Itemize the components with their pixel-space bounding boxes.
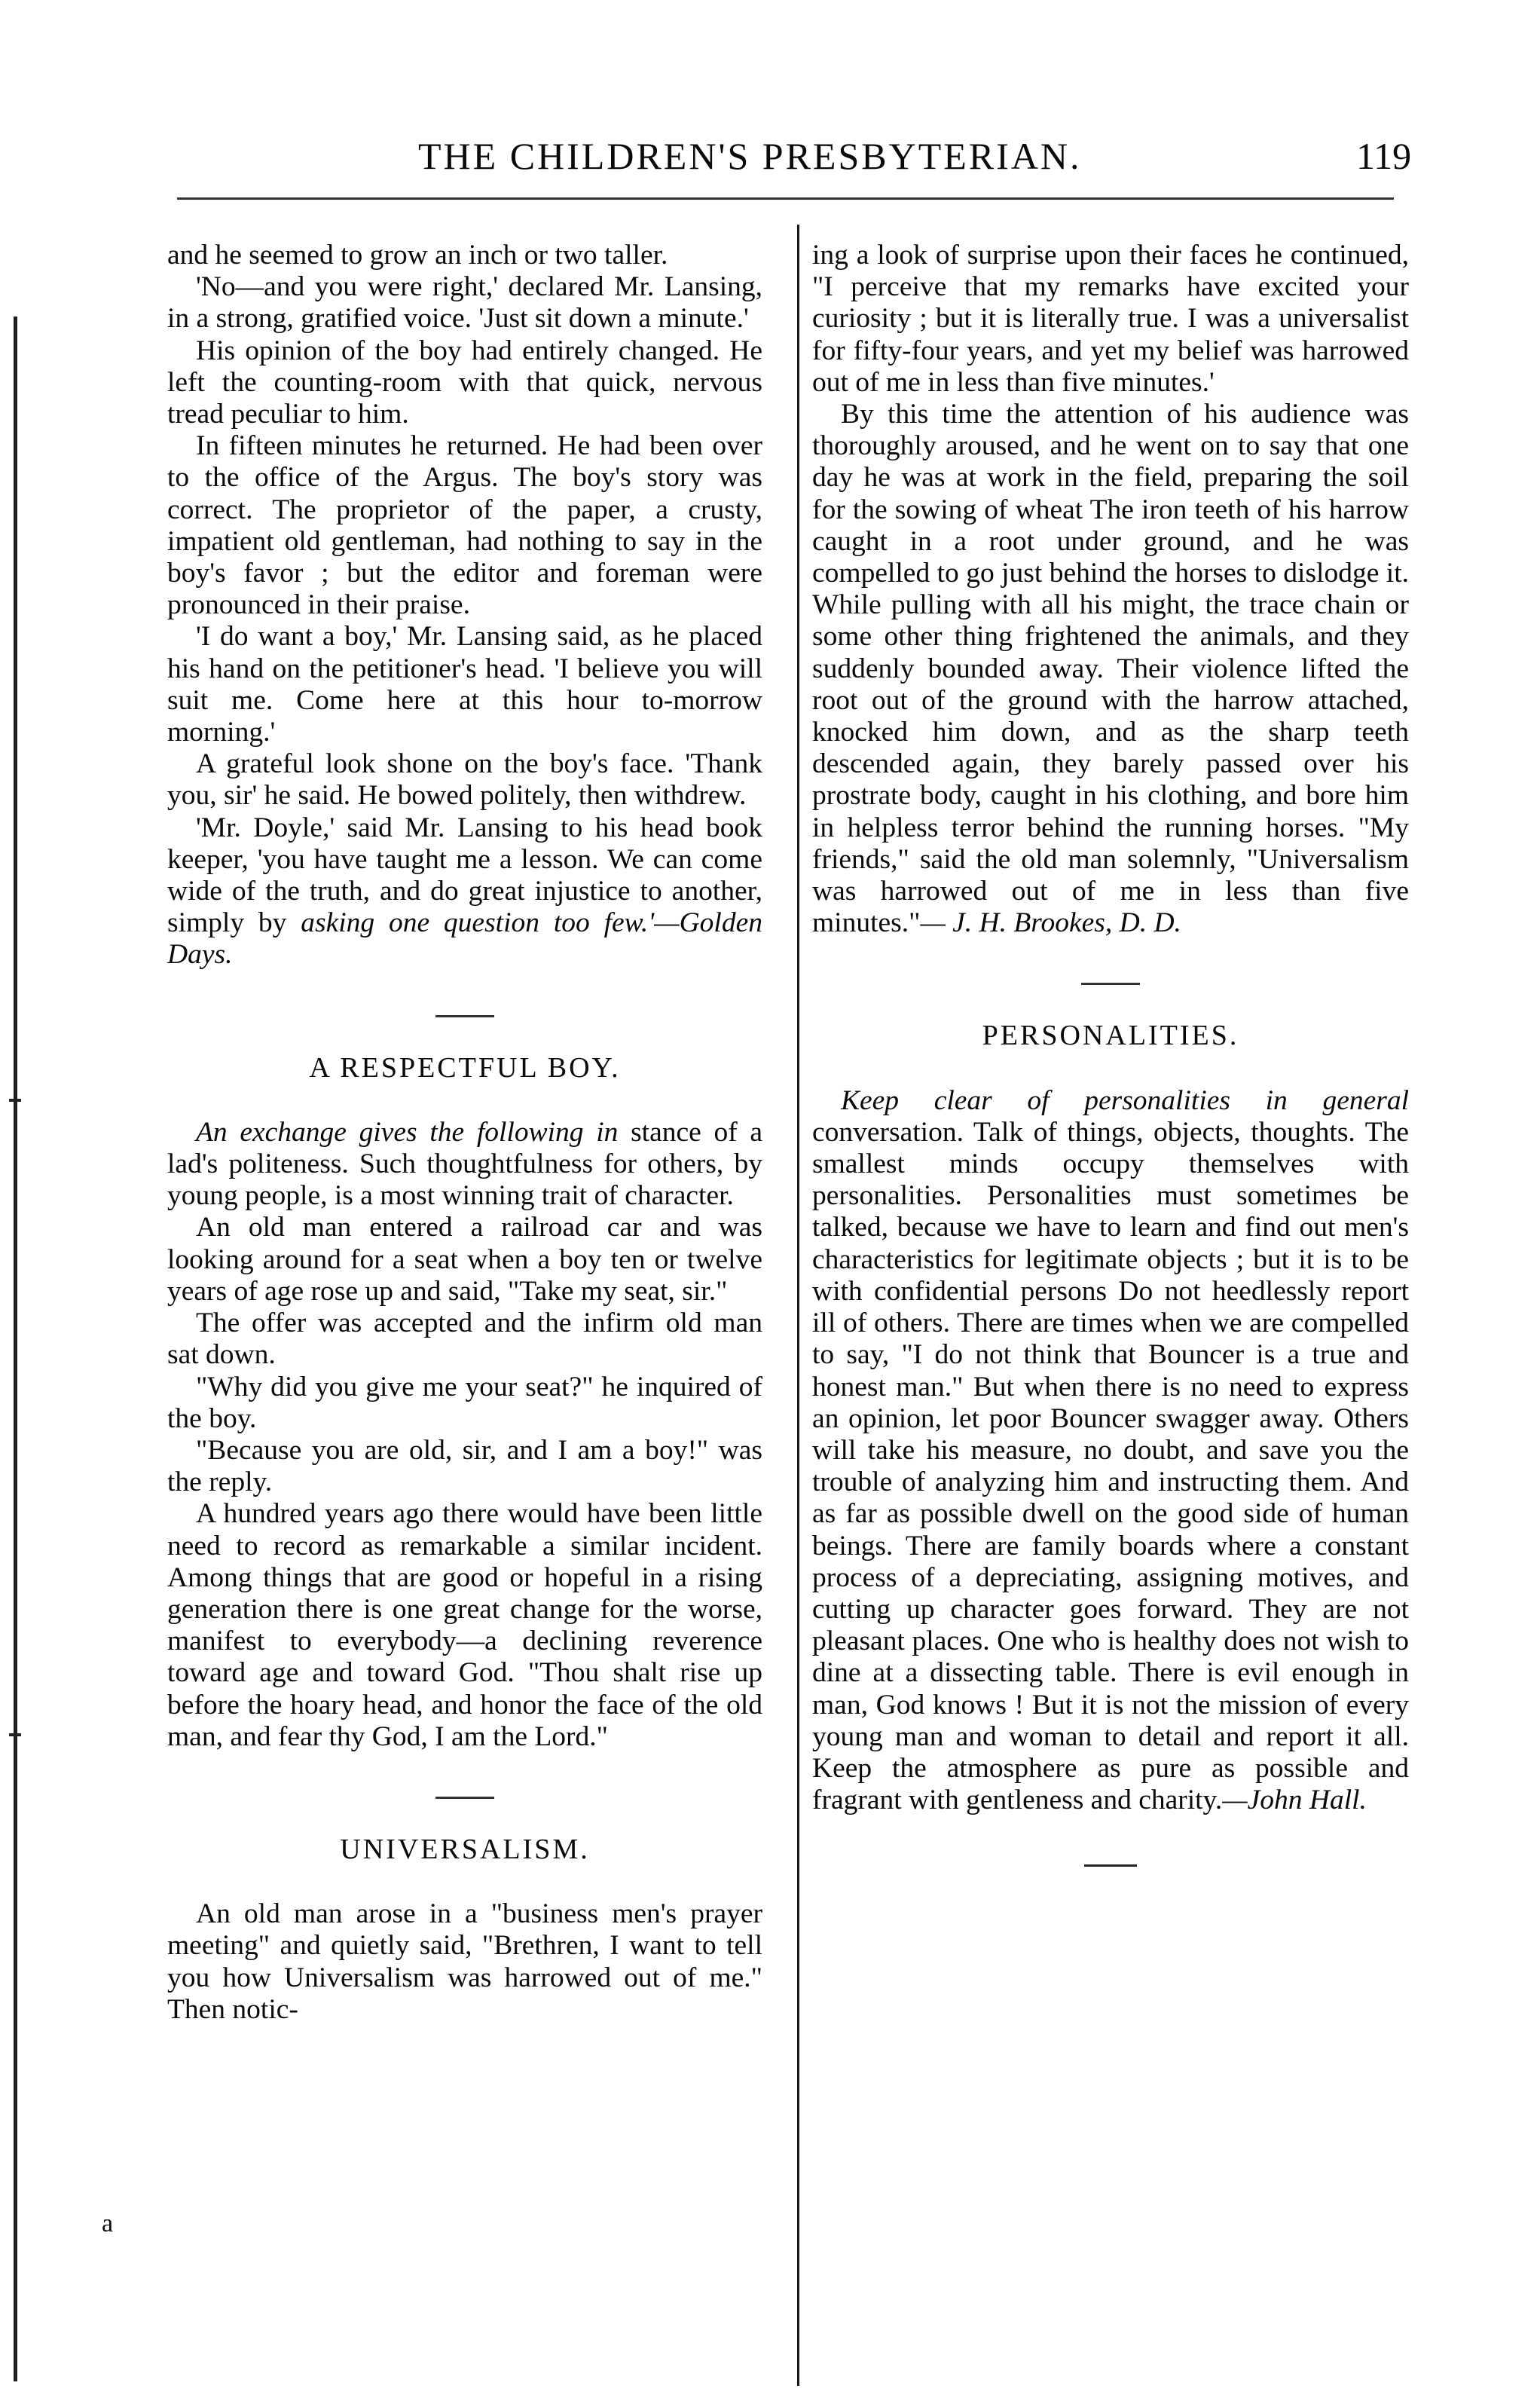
paragraph: and he seemed to grow an inch or two taller. — [167, 240, 668, 271]
paragraph: An old man entered a railroad car and was looking around for a seat when a boy ten or twelve years of age rose up and said, "Take my seat, sir." — [167, 1212, 762, 1307]
section-divider — [1081, 983, 1140, 985]
paragraph — [167, 812, 762, 971]
paragraph: A hundred years ago there would have been little need to record as remarkable a similar incident. Among things that are good or hopeful in a rising generation there is one great change for the worse, manifest to everybody—a declining reverence toward age and toward God. "Thou shalt rise up before the hoary head, and honor the face of the old man, and fear thy God, I am the Lord." — [167, 1498, 762, 1752]
margin-tick — [9, 1733, 21, 1736]
section-heading: A RESPECTFUL BOY. — [309, 1051, 621, 1084]
paragraph — [812, 1085, 1409, 1817]
paragraph: ing a look of surprise upon their faces he continued, "I perceive that my remarks have excited your curiosity ; but it is literally true. I was a universalist for fifty-four years, and yet my belief was harrowed out of me in less than five minutes.' — [812, 240, 1409, 398]
paragraph — [812, 399, 1409, 939]
italic-lead: Keep clear of personalities in general — [841, 1084, 1409, 1116]
paragraph-text: conversation. Talk of things, objects, thoughts. The smallest minds occupy themselves with personalities. Personalities must sometimes be talked, because we have to learn and find out men's characteristics for legitimate objects ; but it is to be with confidential persons Do not heedlessly report ill of others. There are times when we are compelled to say, "I do not think that Bouncer is a true and honest man." But when there is no need to express an opinion, let poor Bouncer swagger away. Others will take his measure, no doubt, and save you the trouble of analyzing him and instructing them. And as far as possible dwell on the good side of human beings. There are family boards where a constant process of a depreciating, assigning motives, and cutting up character goes forward. They are not pleasant places. One who is healthy does not wish to dine at a dissecting table. There is evil enough in man, God knows ! But it is not the mission of every young man and woman to detail and report it all. Keep the atmosphere as pure as possible and fragrant with gentleness and charity. — [812, 1116, 1409, 1816]
running-head — [0, 134, 1540, 179]
column-divider — [797, 225, 799, 2386]
attribution: asking one question too few.'—Golden Days. — [167, 907, 762, 971]
paragraph: 'No—and you were right,' declared Mr. Lansing, in a strong, gratified voice. 'Just sit down a minute.' — [167, 271, 762, 335]
end-rule — [1084, 1864, 1137, 1867]
margin-mark: a — [102, 2210, 114, 2237]
header-rule — [177, 197, 1394, 200]
paragraph: In fifteen minutes he returned. He had been over to the office of the Argus. The boy's story was correct. The proprietor of the paper, a crusty, impatient old gentleman, had nothing to say in the boy's favor ; but the editor and foreman were pronounced in their praise. — [167, 430, 762, 621]
paragraph: The offer was accepted and the infirm old man sat down. — [167, 1308, 762, 1371]
attribution: — J. H. Brookes, D. D. — [920, 907, 1181, 939]
section-divider — [435, 1797, 494, 1799]
paragraph — [167, 1117, 762, 1213]
italic-lead: An exchange gives the following in — [196, 1116, 619, 1148]
running-title: THE CHILDREN'S PRESBYTERIAN. — [418, 135, 1082, 177]
section-divider — [435, 1015, 494, 1017]
paragraph: His opinion of the boy had entirely changed. He left the counting-room with that quick, nervous tread peculiar to him. — [167, 335, 762, 430]
paragraph: 'I do want a boy,' Mr. Lansing said, as he placed his hand on the petitioner's head. 'I believe you will suit me. Come here at this hour to-morrow morning.' — [167, 621, 762, 748]
paragraph-text: By this time the attention of his audience was thoroughly aroused, and he went on to say that one day he was at work in the field, preparing the soil for the sowing of wheat The iron teeth of his harrow caught in a root under ground, and he was compelled to go just behind the horses to dislodge it. While pulling with all his might, the trace chain or some other thing frightened the animals, and they suddenly bounded away. Their violence lifted the root out of the ground with the harrow attached, knocked him down, and as the sharp teeth descended again, they barely passed over his prostrate body, caught in his clothing, and bore him in helpless terror behind the running horses. "My friends," said the old man solemnly, "Universalism was harrowed out of me in less than five minutes." — [812, 399, 1409, 939]
page-edge-rule — [14, 317, 17, 2381]
paragraph: "Why did you give me your seat?" he inquired of the boy. — [167, 1371, 762, 1434]
paragraph: A grateful look shone on the boy's face. 'Thank you, sir' he said. He bowed politely, then withdrew. — [167, 748, 762, 812]
paragraph: "Because you are old, sir, and I am a boy!" was the reply. — [167, 1434, 762, 1498]
page-number: 119 — [1356, 135, 1412, 177]
right-column — [812, 240, 1409, 1867]
attribution: —John Hall. — [1222, 1785, 1367, 1816]
paragraph-text: 'Mr. Doyle,' said Mr. Lansing to his head book keeper, 'you have taught me a lesson. We can come wide of the truth, and do great injustice to another, simply by — [167, 812, 762, 939]
paragraph-text: stance of a lad's politeness. Such thoughtfulness for others, by young people, is a most winning trait of character. — [167, 1116, 763, 1212]
left-column — [167, 240, 762, 2026]
margin-tick — [9, 1099, 21, 1102]
section-heading: PERSONALITIES. — [982, 1020, 1239, 1052]
paragraph: An old man arose in a "business men's prayer meeting" and quietly said, "Brethren, I want to tell you how Universalism was harrowed out of me." Then notic- — [167, 1898, 762, 2025]
section-heading: UNIVERSALISM. — [340, 1833, 590, 1865]
